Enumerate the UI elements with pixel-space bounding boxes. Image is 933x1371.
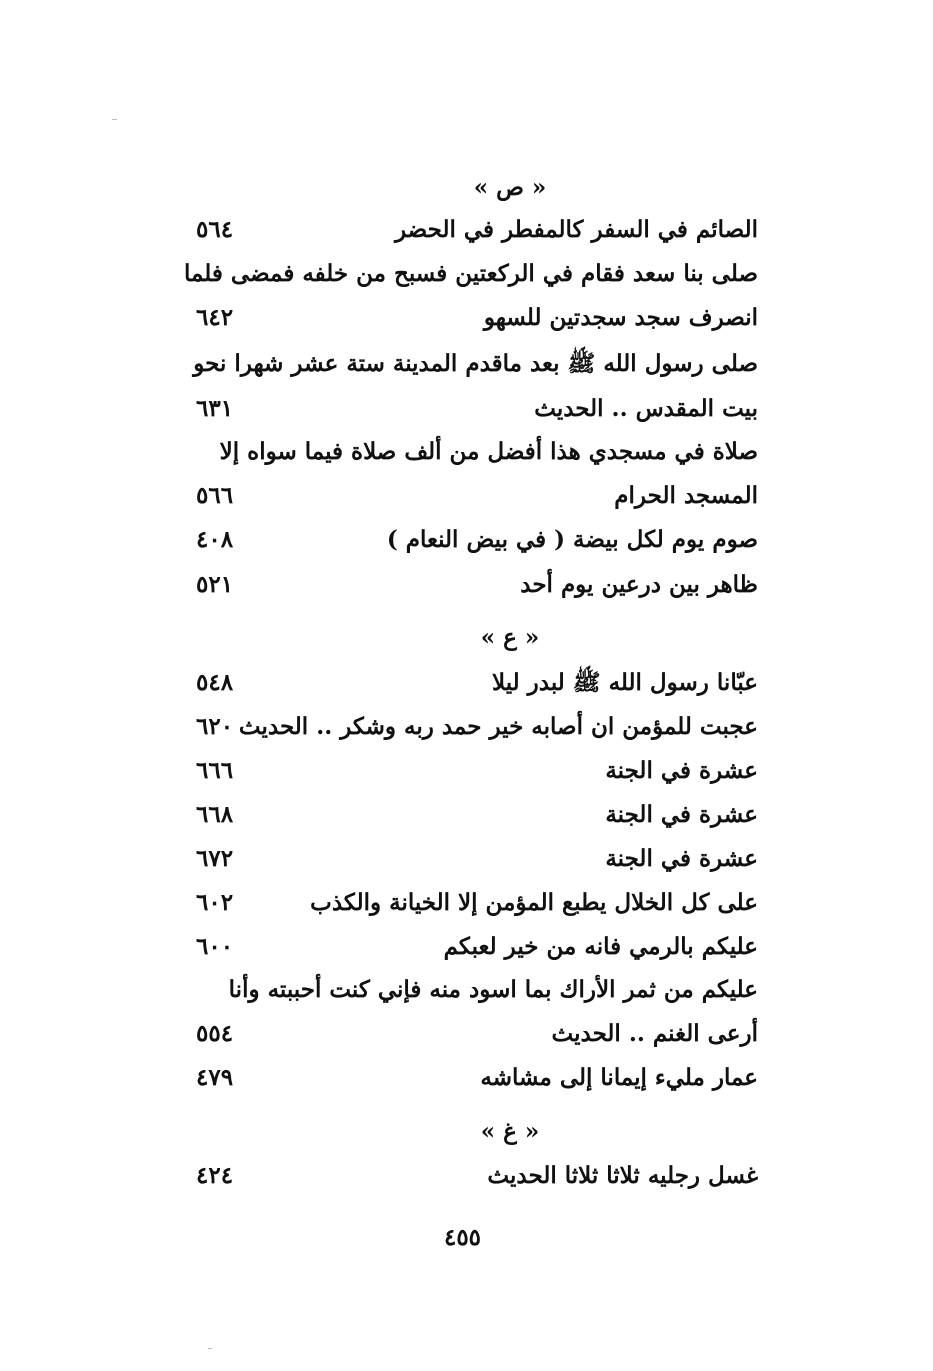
index-entry bbox=[0, 252, 933, 296]
entry-text: غسل رجليه ثلاثا ثلاثا الحديث bbox=[487, 1162, 758, 1189]
entry-page-number: ٦٤٢ bbox=[196, 304, 234, 331]
index-entry bbox=[0, 881, 933, 925]
index-entry bbox=[0, 1154, 933, 1198]
entry-text: عشرة في الجنة bbox=[605, 757, 758, 784]
entry-page-number: ٦٠٢ bbox=[196, 889, 234, 916]
index-entry bbox=[0, 474, 933, 518]
entry-text: صوم يوم لكل بيضة ( في بيض النعام ) bbox=[386, 526, 758, 553]
entry-text: عبّانا رسول الله ﷺ لبدر ليلا bbox=[491, 669, 758, 696]
scan-speck bbox=[208, 1348, 212, 1349]
index-entry bbox=[0, 1012, 933, 1056]
entry-text: أرعى الغنم .. الحديث bbox=[551, 1020, 758, 1047]
index-entry bbox=[0, 705, 933, 749]
entry-text: عشرة في الجنة bbox=[605, 801, 758, 828]
index-entry bbox=[0, 296, 933, 340]
entry-page-number: ٤٧٩ bbox=[196, 1064, 234, 1091]
index-entry bbox=[0, 793, 933, 837]
index-entry bbox=[0, 837, 933, 881]
index-entry bbox=[0, 925, 933, 969]
entry-text: على كل الخلال يطبع المؤمن إلا الخيانة والكذب bbox=[310, 889, 758, 916]
entry-text: الصائم في السفر كالمفطر في الحضر bbox=[394, 216, 758, 243]
entry-text: صلى بنا سعد فقام في الركعتين فسبح من خلفه فمضى فلما bbox=[184, 260, 758, 287]
entry-page-number: ٥٦٤ bbox=[196, 216, 234, 243]
entry-page-number: ٥٥٤ bbox=[196, 1020, 234, 1047]
section-heading-ain: « ع » bbox=[480, 624, 540, 651]
entry-text: انصرف سجد سجدتين للسهو bbox=[483, 304, 758, 331]
entry-text: عشرة في الجنة bbox=[605, 845, 758, 872]
entry-page-number: ٤٢٤ bbox=[196, 1162, 234, 1189]
entry-text: بيت المقدس .. الحديث bbox=[534, 395, 758, 422]
entry-page-number: ٥٤٨ bbox=[196, 669, 234, 696]
entry-page-number: ٦٦٦ bbox=[196, 757, 234, 784]
entry-page-number: ٦٦٨ bbox=[196, 801, 234, 828]
entry-text: عمار مليء إيمانا إلى مشاشه bbox=[480, 1064, 758, 1091]
index-entry bbox=[0, 563, 933, 607]
entry-page-number: ٦٧٢ bbox=[196, 845, 234, 872]
entry-page-number: ٤٠٨ bbox=[196, 526, 234, 553]
entry-page-number: ٦٢٠ bbox=[196, 713, 234, 740]
index-entry bbox=[0, 749, 933, 793]
index-entry bbox=[0, 968, 933, 1012]
page-number: ٤٥٥ bbox=[443, 1224, 482, 1251]
entry-page-number: ٥٢١ bbox=[196, 571, 234, 598]
entry-text: صلى رسول الله ﷺ بعد ماقدم المدينة ستة عشر شهرا نحو bbox=[193, 350, 758, 377]
entry-text: ظاهر بين درعين يوم أحد bbox=[520, 571, 758, 598]
section-heading-ghain: « غ » bbox=[480, 1118, 540, 1145]
index-entry bbox=[0, 1056, 933, 1100]
entry-page-number: ٥٦٦ bbox=[196, 482, 234, 509]
index-entry bbox=[0, 518, 933, 562]
entry-page-number: ٦٠٠ bbox=[196, 933, 234, 960]
index-entry bbox=[0, 661, 933, 705]
index-entry bbox=[0, 208, 933, 252]
entry-text: صلاة في مسجدي هذا أفضل من ألف صلاة فيما سواه إلا bbox=[219, 438, 758, 465]
entry-text: المسجد الحرام bbox=[614, 482, 758, 509]
index-entry bbox=[0, 342, 933, 386]
section-heading-sad: « ص » bbox=[473, 174, 547, 201]
entry-text: عجبت للمؤمن ان أصابه خير حمد ربه وشكر .. الحديث bbox=[238, 713, 758, 740]
entry-text: عليكم من ثمر الأراك بما اسود منه فإني كنت أحببته وأنا bbox=[228, 976, 758, 1003]
index-entry bbox=[0, 430, 933, 474]
entry-page-number: ٦٣١ bbox=[196, 395, 234, 422]
scan-speck bbox=[112, 119, 117, 120]
index-entry bbox=[0, 387, 933, 431]
entry-text: عليكم بالرمي فانه من خير لعبكم bbox=[443, 933, 758, 960]
